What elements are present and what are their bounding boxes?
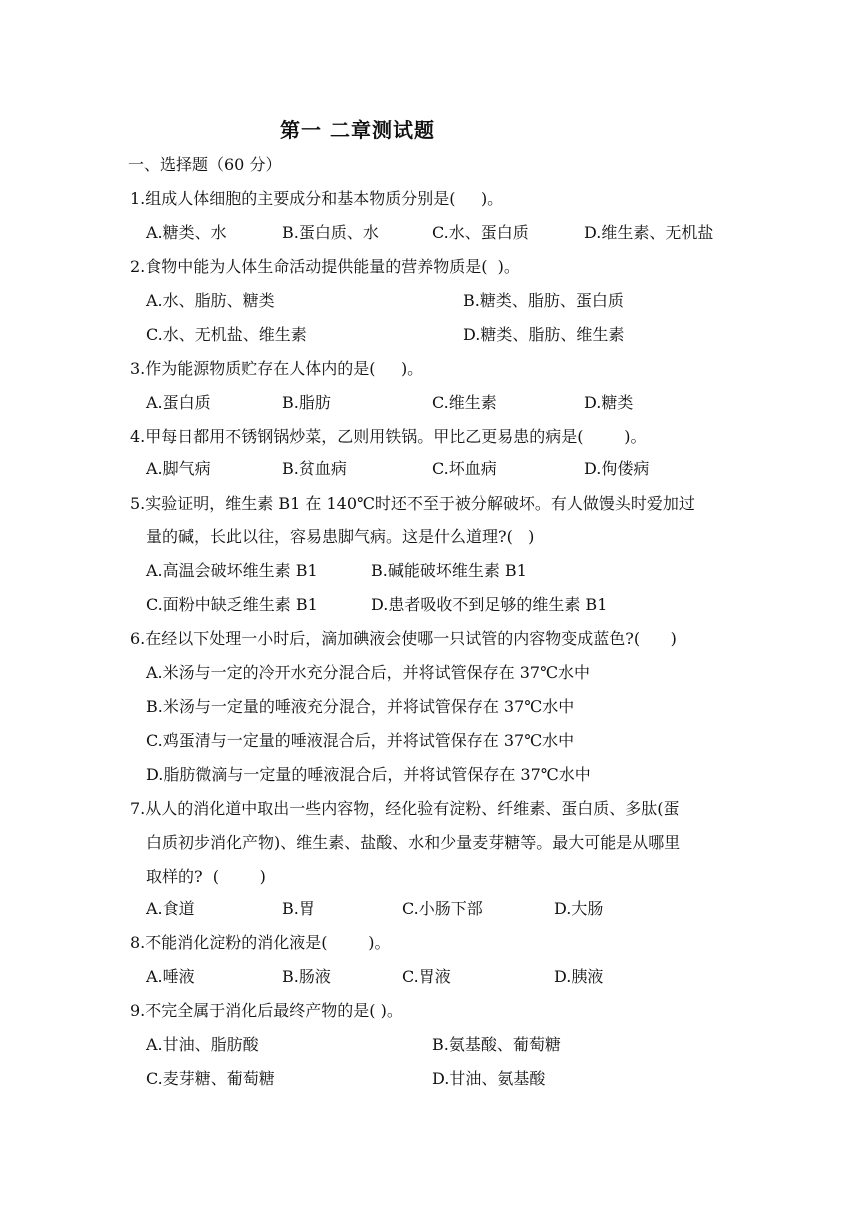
q9-option-a: A.甘油、脂肪酸 <box>146 1035 259 1054</box>
question-3: 3.作为能源物质贮存在人体内的是( )。 <box>130 359 424 378</box>
section-heading: 一、选择题（60 分） <box>128 155 282 174</box>
question-7-line-1: 7.从人的消化道中取出一些内容物，经化验有淀粉、纤维素、蛋白质、多肽(蛋 <box>130 799 680 818</box>
question-2: 2.食物中能为人体生命活动提供能量的营养物质是( )。 <box>130 257 520 276</box>
page-title: 第一 二章测试题 <box>280 118 435 142</box>
q3-option-d: D.糖类 <box>584 393 634 412</box>
q4-option-a: A.脚气病 <box>146 459 211 478</box>
question-5-line-1: 5.实验证明，维生素 B1 在 140℃时还不至于被分解破坏。有人做馒头时爱加过 <box>130 494 695 513</box>
q2-option-a: A.水、脂肪、糖类 <box>146 291 275 310</box>
q5-option-c: C.面粉中缺乏维生素 B1 <box>146 595 318 614</box>
q5-option-b: B.碱能破坏维生素 B1 <box>371 561 527 580</box>
question-9: 9.不完全属于消化后最终产物的是( )。 <box>130 1001 403 1020</box>
q6-option-a: A.米汤与一定的冷开水充分混合后，并将试管保存在 37℃水中 <box>146 663 590 682</box>
q1-option-a: A.糖类、水 <box>146 223 227 242</box>
q9-option-d: D.甘油、氨基酸 <box>432 1069 546 1088</box>
q2-option-b: B.糖类、脂肪、蛋白质 <box>463 291 624 310</box>
q4-option-b: B.贫血病 <box>282 459 347 478</box>
q8-option-d: D.胰液 <box>554 967 604 986</box>
q1-option-c: C.水、蛋白质 <box>432 223 529 242</box>
q9-option-c: C.麦芽糖、葡萄糖 <box>146 1069 275 1088</box>
q6-option-d: D.脂肪微滴与一定量的唾液混合后，并将试管保存在 37℃水中 <box>146 765 591 784</box>
q7-option-d: D.大肠 <box>554 899 604 918</box>
q1-option-b: B.蛋白质、水 <box>282 223 379 242</box>
q9-option-b: B.氨基酸、葡萄糖 <box>432 1035 561 1054</box>
q1-option-d: D.维生素、无机盐 <box>584 223 714 242</box>
q5-option-d: D.患者吸收不到足够的维生素 B1 <box>371 595 608 614</box>
question-7-line-3: 取样的? ( ) <box>146 867 266 886</box>
q2-option-c: C.水、无机盐、维生素 <box>146 325 307 344</box>
q5-option-a: A.高温会破坏维生素 B1 <box>146 561 318 580</box>
question-4: 4.甲每日都用不锈钢锅炒菜，乙则用铁锅。甲比乙更易患的病是( )。 <box>130 427 647 446</box>
q7-option-b: B.胃 <box>282 899 315 918</box>
q4-option-d: D.佝偻病 <box>584 459 650 478</box>
q7-option-a: A.食道 <box>146 899 195 918</box>
q8-option-a: A.唾液 <box>146 967 195 986</box>
q2-option-d: D.糖类、脂肪、维生素 <box>463 325 625 344</box>
q8-option-b: B.肠液 <box>282 967 331 986</box>
q8-option-c: C.胃液 <box>402 967 451 986</box>
q7-option-c: C.小肠下部 <box>402 899 483 918</box>
q4-option-c: C.坏血病 <box>432 459 497 478</box>
question-5-line-2: 量的碱，长此以往，容易患脚气病。这是什么道理?( ) <box>146 527 535 546</box>
question-8: 8.不能消化淀粉的消化液是( )。 <box>130 933 391 952</box>
q6-option-c: C.鸡蛋清与一定量的唾液混合后，并将试管保存在 37℃水中 <box>146 731 575 750</box>
question-7-line-2: 白质初步消化产物)、维生素、盐酸、水和少量麦芽糖等。最大可能是从哪里 <box>146 833 681 852</box>
q3-option-b: B.脂肪 <box>282 393 331 412</box>
q6-option-b: B.米汤与一定量的唾液充分混合，并将试管保存在 37℃水中 <box>146 697 575 716</box>
q3-option-a: A.蛋白质 <box>146 393 211 412</box>
question-6: 6.在经以下处理一小时后，滴加碘液会使哪一只试管的内容物变成蓝色?( ) <box>130 629 677 648</box>
question-1: 1.组成人体细胞的主要成分和基本物质分别是( )。 <box>130 189 504 208</box>
q3-option-c: C.维生素 <box>432 393 497 412</box>
